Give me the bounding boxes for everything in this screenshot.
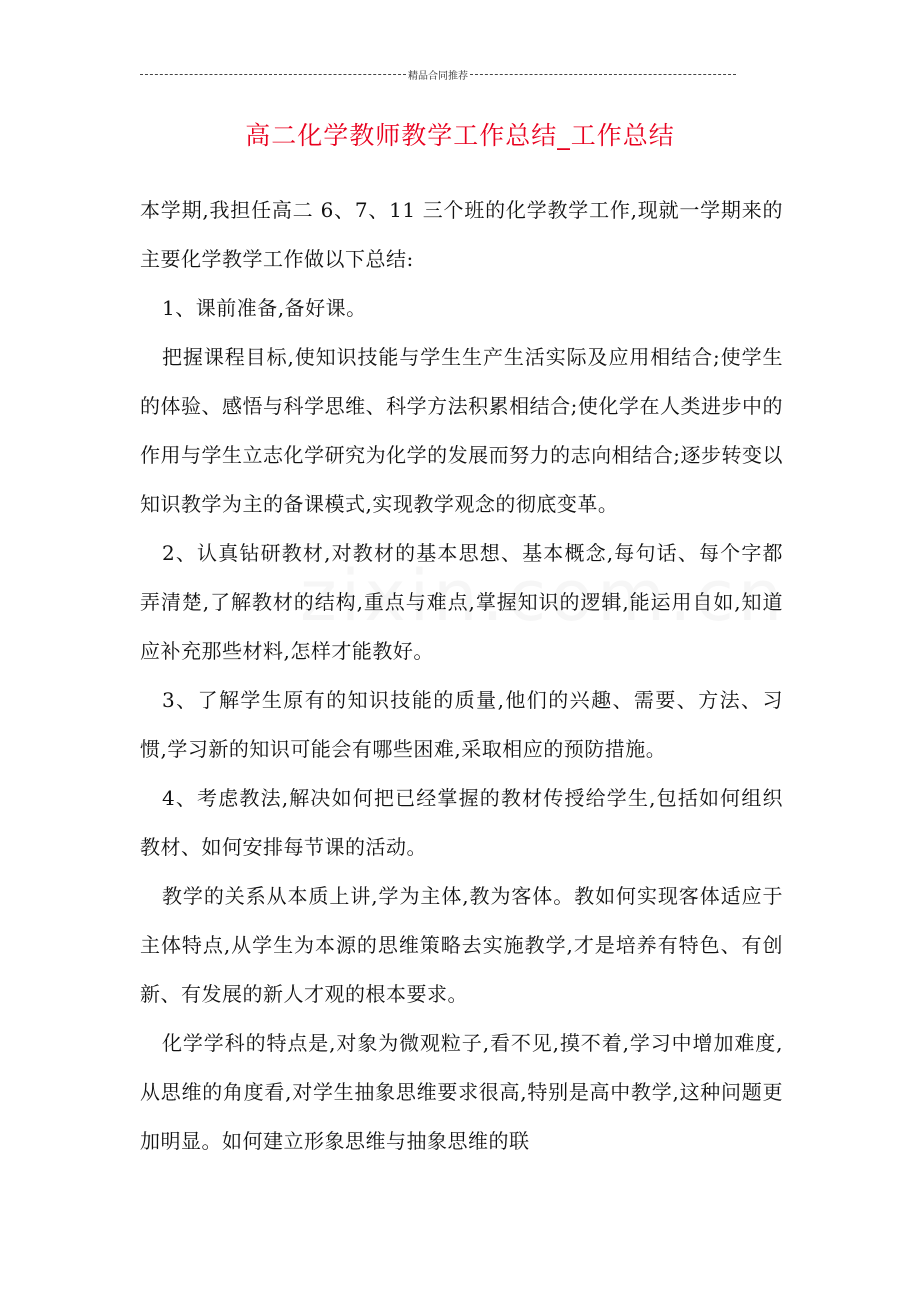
document-body — [140, 186, 783, 1166]
paragraph-7: 化学学科的特点是,对象为微观粒子,看不见,摸不着,学习中增加难度,从思维的角度看,对学生抽象思维要求很高,特别是高中教学,这种问题更加明显。如何建立形象思维与抽象思维的联 — [140, 1031, 783, 1153]
header-label: 精品合同推荐 — [408, 70, 468, 82]
paragraph-4: 3、了解学生原有的知识技能的质量,他们的兴趣、需要、方法、习惯,学习新的知识可能会有哪些困难,采取相应的预防措施。 — [140, 688, 783, 761]
paragraph-1: 1、课前准备,备好课。 — [162, 296, 367, 320]
document-title: 高二化学教师教学工作总结_工作总结 — [245, 121, 675, 150]
header-dash-right — [470, 74, 736, 75]
header-dash-left — [140, 74, 406, 75]
header-rule — [140, 66, 736, 82]
paragraph-3: 2、认真钻研教材,对教材的基本思想、基本概念,每句话、每个字都弄清楚,了解教材的结构,重点与难点,掌握知识的逻辑,能运用自如,知道应补充那些材料,怎样才能教好。 — [140, 541, 783, 663]
paragraph-5: 4、考虑教法,解决如何把已经掌握的教材传授给学生,包括如何组织教材、如何安排每节课的活动。 — [140, 786, 783, 859]
paragraph-6: 教学的关系从本质上讲,学为主体,教为客体。教如何实现客体适应于主体特点,从学生为本源的思维策略去实施教学,才是培养有特色、有创新、有发展的新人才观的根本要求。 — [140, 884, 783, 1006]
paragraph-2: 把握课程目标,使知识技能与学生生产生活实际及应用相结合;使学生的体验、感悟与科学思维、科学方法积累相结合;使化学在人类进步中的作用与学生立志化学研究为化学的发展而努力的志向相结合;逐步转变以知识教学为主的备课模式,实现教学观念的彻底变革。 — [140, 345, 783, 516]
paragraph-intro: 本学期,我担任高二 6、7、11 三个班的化学教学工作,现就一学期来的主要化学教学工作做以下总结: — [140, 198, 783, 271]
